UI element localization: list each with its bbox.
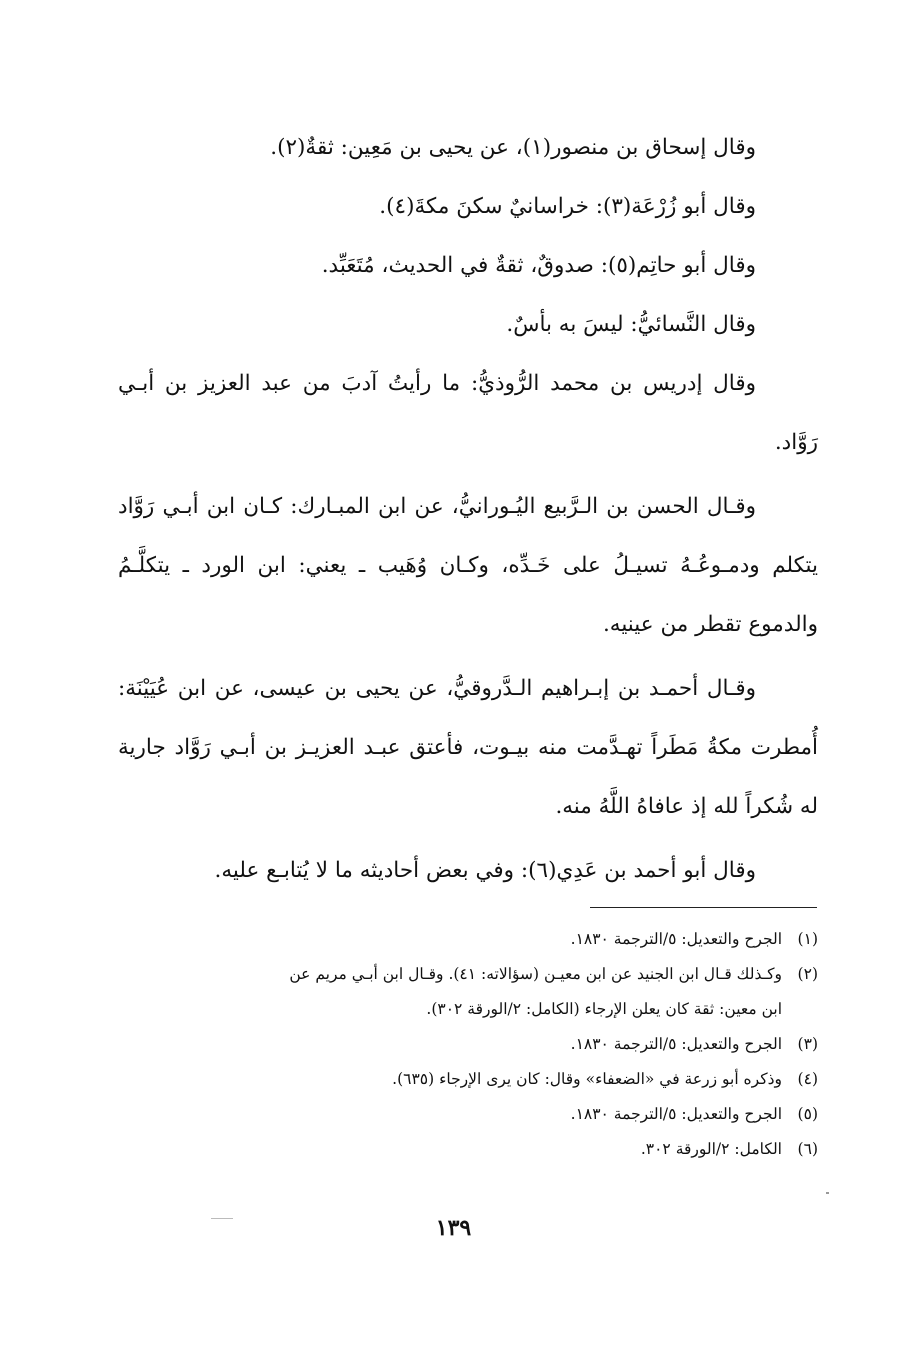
footnote-6 — [118, 1132, 818, 1167]
footnote-text: وذكره أبو زرعة في «الضعفاء» وقال: كان يرى الإرجاء (٦٣٥). — [392, 1070, 782, 1088]
page-number: ١٣٩ — [435, 1215, 472, 1241]
footnote-number: (٣) — [797, 1035, 818, 1053]
footnote-number: (١) — [797, 930, 818, 948]
footnote-2-continued — [118, 992, 818, 1027]
footnote-number: (٦) — [797, 1140, 818, 1158]
footnote-text: الجرح والتعديل: ٥/الترجمة ١٨٣٠. — [570, 1035, 782, 1053]
footnote-4 — [118, 1062, 818, 1097]
paragraph-7: وقـال أحمـد بن إبـراهيم الـدَّروقيُّ، عن يحيى بن عيسى، عن ابن عُيَيْنَة: أُمطرت مكةُ مَطَراً تهـدَّمت منه بيـوت، فأعتق عبـد العزيـز بن أبـي رَوَّاد جارية له شُكراً لله إذ عافاهُ اللَّهُ منه. — [118, 676, 818, 819]
footnote-separator — [590, 907, 817, 908]
footnote-text: وكـذلك قـال ابن الجنيد عن ابن معيـن (سؤالاته: ٤١). وقـال ابن أبـي مريم عن — [289, 965, 782, 983]
footnote-2 — [118, 957, 818, 992]
footnote-text: الجرح والتعديل: ٥/الترجمة ١٨٣٠. — [570, 1105, 782, 1123]
footnote-3 — [118, 1027, 818, 1062]
paragraph-2: وقال أبو زُرْعَة(٣): خراسانيٌ سكنَ مكةَ(٤). — [379, 194, 756, 219]
paragraph-3: وقال أبو حاتِم(٥): صدوقٌ، ثقةٌ في الحديث، مُتَعَبِّد. — [321, 253, 756, 278]
footnote-text: الكامل: ٢/الورقة ٣٠٢. — [640, 1140, 782, 1158]
footnote-5 — [118, 1097, 818, 1132]
paragraph-4: وقال النَّسائيُّ: ليسَ به بأسٌ. — [506, 312, 756, 337]
scan-speck — [826, 1192, 829, 1194]
footnotes — [118, 922, 818, 1167]
paragraph-6: وقـال الحسن بن الـرَّبيع اليُـورانيُّ، عن ابن المبـارك: كـان ابن أبـي رَوَّاد يتكلم ودمـوعُـهُ تسيـلُ على خَـدِّه، وكـان وُهَيب ـ يعني: ابن الورد ـ يتكلَّـمُ والدموع تقطر من عينيه. — [118, 494, 818, 637]
footnote-number: (٥) — [797, 1105, 818, 1123]
main-text — [118, 118, 818, 900]
footnote-number: (٢) — [797, 965, 818, 983]
footnote-number: (٤) — [797, 1070, 818, 1088]
paragraph-5: وقال إدريس بن محمد الرُّوذيُّ: ما رأيتُ آدبَ من عبد العزيز بن أبـي رَوَّاد. — [118, 371, 818, 455]
paragraph-1: وقال إسحاق بن منصور(١)، عن يحيى بن مَعِين: ثقةٌ(٢). — [270, 135, 756, 160]
footnote-text: ابن معين: ثقة كان يعلن الإرجاء (الكامل: ٢/الورقة ٣٠٢). — [426, 1000, 782, 1018]
paragraph-8: وقال أبو أحمد بن عَدِي(٦): وفي بعض أحاديثه ما لا يُتابـع عليه. — [214, 858, 756, 883]
footnote-text: الجرح والتعديل: ٥/الترجمة ١٨٣٠. — [570, 930, 782, 948]
scan-speck — [211, 1218, 233, 1219]
footnote-1 — [118, 922, 818, 957]
